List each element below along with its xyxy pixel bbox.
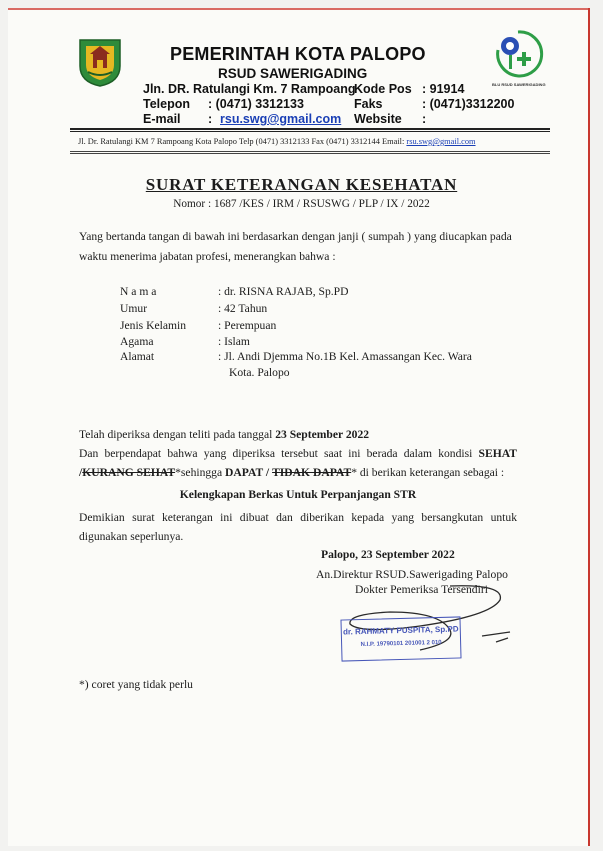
signer-line-1: An.Direktur RSUD.Sawerigading Palopo — [316, 568, 508, 581]
keterangan-text: * di berikan keterangan sebagai : — [351, 466, 505, 479]
field-value-alamat: : Jl. Andi Djemma No.1B Kel. Amassangan Kec. Wara — [218, 350, 472, 363]
closing-line-2: digunakan seperlunya. — [79, 530, 184, 543]
logo-caption: BLU RSUD SAWERIGADING — [492, 82, 546, 87]
stamp-nip: N.I.P. 19790101 201001 2 010 — [360, 639, 442, 649]
closing-line-1: Demikian surat keterangan ini dibuat dan diberikan kepada yang bersangkutan untuk — [79, 511, 517, 524]
field-label-nama: N a m a — [120, 285, 157, 298]
field-value-jenis-kelamin: : Perempuan — [218, 319, 277, 332]
field-label-agama: Agama — [120, 335, 154, 348]
intro-line-2: waktu menerima jabatan profesi, menerangkan bahwa : — [79, 250, 336, 263]
website-value: : — [422, 112, 427, 126]
document-number: Nomor : 1687 /KES / IRM / RSUSWG / PLP / IX / 2022 — [173, 198, 430, 210]
dapat-option: DAPAT / — [225, 466, 270, 479]
doctor-stamp — [340, 616, 461, 661]
telepon-value: : (0471) 3312133 — [208, 97, 304, 111]
telepon-label: Telepon — [143, 97, 190, 111]
kodepos-value: : 91914 — [422, 82, 465, 96]
faks-value: : (0471)3312200 — [422, 97, 515, 111]
document-title: SURAT KETERANGAN KESEHATAN — [145, 175, 458, 194]
signer-line-2: Dokter Pemeriksa Tersendiri — [355, 583, 488, 596]
slash-separator: / — [79, 466, 83, 479]
kodepos-label: Kode Pos — [354, 82, 412, 96]
palopo-crest-icon — [76, 36, 124, 88]
kurang-sehat-option: KURANG SEHAT — [82, 466, 176, 479]
opinion-line-1 — [79, 444, 517, 464]
address-line-email[interactable]: rsu.swg@gmail.com — [406, 137, 476, 146]
header-rule-thin — [70, 131, 550, 132]
sehat-option: SEHAT — [478, 447, 517, 460]
website-label: Website — [354, 112, 402, 126]
address-rule-thin — [70, 153, 550, 154]
field-value-nama: : dr. RISNA RAJAB, Sp.PD — [218, 285, 349, 298]
address-line — [78, 137, 476, 146]
opinion-text: Dan berpendapat bahwa yang diperiksa tersebut saat ini berada dalam kondisi — [79, 447, 473, 460]
email-label: E-mail — [143, 112, 181, 126]
address-header: Jln. DR. Ratulangi Km. 7 Rampoang — [143, 82, 356, 96]
tidak-dapat-option: TIDAK DAPAT — [272, 466, 352, 479]
exam-text: Telah diperiksa dengan teliti pada tanggal — [79, 428, 273, 441]
exam-date: 23 September 2022 — [275, 428, 370, 441]
field-value-agama: : Islam — [218, 335, 250, 348]
faks-label: Faks — [354, 97, 383, 111]
place-date: Palopo, 23 September 2022 — [321, 548, 455, 561]
government-title: PEMERINTAH KOTA PALOPO — [170, 44, 426, 64]
intro-line-1: Yang bertanda tangan di bawah ini berdasarkan dengan janji ( sumpah ) yang diucapkan pada — [79, 230, 512, 243]
sehingga-text: *sehingga — [175, 466, 223, 479]
top-border-line — [8, 8, 588, 10]
header-rule — [70, 128, 550, 130]
field-label-alamat: Alamat — [120, 350, 155, 363]
footnote: *) coret yang tidak perlu — [79, 678, 193, 691]
field-label-jenis-kelamin: Jenis Kelamin — [120, 319, 187, 332]
address-line-text: Jl. Dr. Ratulangi KM 7 Rampoang Kota Palopo Telp (0471) 3312133 Fax (0471) 3312144 Email: — [78, 137, 405, 146]
field-label-umur: Umur — [120, 302, 148, 315]
hospital-name: RSUD SAWERIGADING — [218, 66, 368, 81]
stamp-name: dr. RAHMATY PUSPITA, Sp.PD — [342, 624, 459, 637]
field-value-umur: : 42 Tahun — [218, 302, 268, 315]
address-rule — [70, 151, 550, 152]
opinion-line-2 — [79, 463, 504, 483]
blu-rsud-logo-icon — [488, 28, 552, 80]
purpose-text: Kelengkapan Berkas Untuk Perpanjangan STR — [179, 488, 417, 501]
exam-statement — [79, 425, 369, 445]
email-link[interactable]: rsu.swg@gmail.com — [220, 112, 342, 126]
field-value-alamat-line2: Kota. Palopo — [229, 366, 290, 379]
email-colon: : — [208, 112, 213, 126]
